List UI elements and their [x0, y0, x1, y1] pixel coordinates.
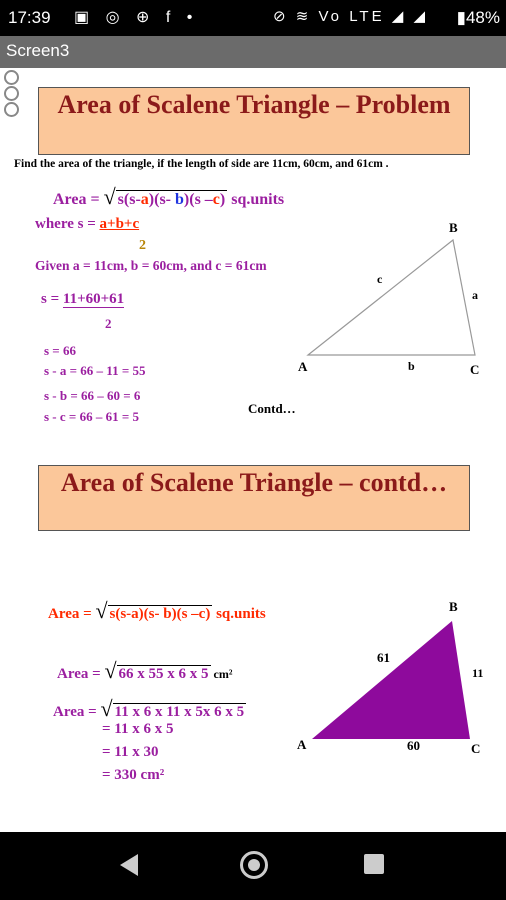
s-numerator: 11+60+61	[62, 291, 125, 307]
sqrt-symbol-4: √	[100, 696, 113, 721]
area-line-2	[57, 658, 232, 684]
slide2-formula-body: s(s-a)(s- b)(s –c)	[109, 606, 211, 622]
sqrt-symbol-3: √	[104, 658, 117, 683]
slide1-title: Area of Scalene Triangle – Problem	[57, 90, 451, 119]
given-values: Given a = 11cm, b = 60cm, and c = 61cm	[35, 258, 267, 273]
tri1-side-c: c	[377, 272, 383, 286]
tri2-label-B: B	[449, 599, 458, 614]
triangle-diagram-1	[290, 218, 500, 378]
line2-unit: cm²	[210, 667, 233, 681]
problem-statement: Find the area of the triangle, if the length of side are 11cm, 60cm, and 61cm .	[14, 158, 389, 170]
slide2-formula	[48, 598, 266, 624]
radio-button-2[interactable]	[4, 86, 19, 101]
notification-icons: ▣ ◎ ⊕ f •	[74, 9, 199, 26]
triangle-diagram-2	[300, 613, 500, 753]
step-4: s - c = 66 – 61 = 5	[44, 409, 139, 424]
back-icon[interactable]	[120, 854, 138, 876]
slide2-title: Area of Scalene Triangle – contd…	[60, 468, 448, 497]
formula-mid1: )(s-	[148, 191, 175, 208]
s-prefix: s =	[41, 291, 63, 307]
line2-body: 66 x 55 x 6 x 5	[118, 666, 209, 682]
tri2-label-A: A	[297, 737, 307, 752]
formula-prefix: Area =	[53, 191, 104, 208]
formula-a: a	[140, 191, 149, 208]
tri2-label-C: C	[471, 741, 481, 756]
tri1-side-a: a	[472, 288, 478, 302]
contd-label: Contd…	[248, 401, 296, 416]
formula-radicand	[116, 190, 228, 209]
formula-end: )	[219, 191, 226, 208]
formula-units: sq.units	[227, 191, 285, 208]
result-1: = 11 x 6 x 5	[102, 721, 174, 737]
tri1-side-b: b	[408, 359, 415, 373]
tri2-side-61: 61	[377, 650, 390, 665]
clock: 17:39	[8, 8, 51, 27]
area-formula	[53, 184, 284, 210]
formula-c: c	[212, 191, 220, 208]
tri1-label-B: B	[449, 220, 458, 235]
navigation-bar	[0, 832, 506, 900]
tri2-side-60: 60	[407, 738, 420, 753]
recent-apps-icon[interactable]	[364, 854, 384, 874]
slide2-formula-units: sq.units	[212, 606, 266, 622]
where-numerator: a+b+c	[99, 216, 140, 232]
where-prefix: where s =	[35, 216, 100, 232]
formula-mid2: )(s –	[183, 191, 213, 208]
radio-button-1[interactable]	[4, 70, 19, 85]
s-calculation	[41, 291, 124, 308]
slide1-banner	[38, 87, 470, 155]
status-bar	[0, 0, 506, 36]
where-denominator: 2	[139, 238, 146, 253]
line3-prefix: Area =	[53, 704, 101, 720]
sqrt-symbol: √	[103, 184, 116, 209]
formula-b: b	[175, 191, 184, 208]
result-2: = 11 x 30	[102, 744, 159, 760]
formula-s: s(s-	[117, 191, 141, 208]
sqrt-symbol-2: √	[95, 598, 108, 623]
line2-prefix: Area =	[57, 666, 105, 682]
triangle-fill-2	[312, 621, 470, 739]
triangle-outline-1	[308, 240, 475, 355]
step-3: s - b = 66 – 60 = 6	[44, 388, 141, 403]
screen-title: Screen3	[6, 41, 70, 60]
battery-indicator: ▮48%	[456, 8, 500, 27]
step-1: s = 66	[44, 343, 76, 358]
slide-viewer[interactable]	[0, 68, 506, 832]
slide2-banner	[38, 465, 470, 531]
radio-button-3[interactable]	[4, 102, 19, 117]
tri2-side-11: 11	[472, 666, 484, 680]
signal-icons: ⊘ ≋ Vo LTE ◢ ◢	[273, 8, 428, 25]
line3-body: 11 x 6 x 11 x 5x 6 x 5	[114, 704, 245, 720]
home-icon[interactable]	[240, 851, 268, 879]
step-2: s - a = 66 – 11 = 55	[44, 363, 146, 378]
result-3: = 330 cm²	[102, 767, 165, 783]
app-title-bar	[0, 36, 506, 68]
tri1-label-C: C	[470, 362, 480, 377]
where-s	[35, 216, 139, 233]
area-line-3	[53, 696, 246, 722]
slide2-formula-prefix: Area =	[48, 606, 96, 622]
s-denominator: 2	[105, 316, 112, 331]
tri1-label-A: A	[298, 359, 308, 374]
